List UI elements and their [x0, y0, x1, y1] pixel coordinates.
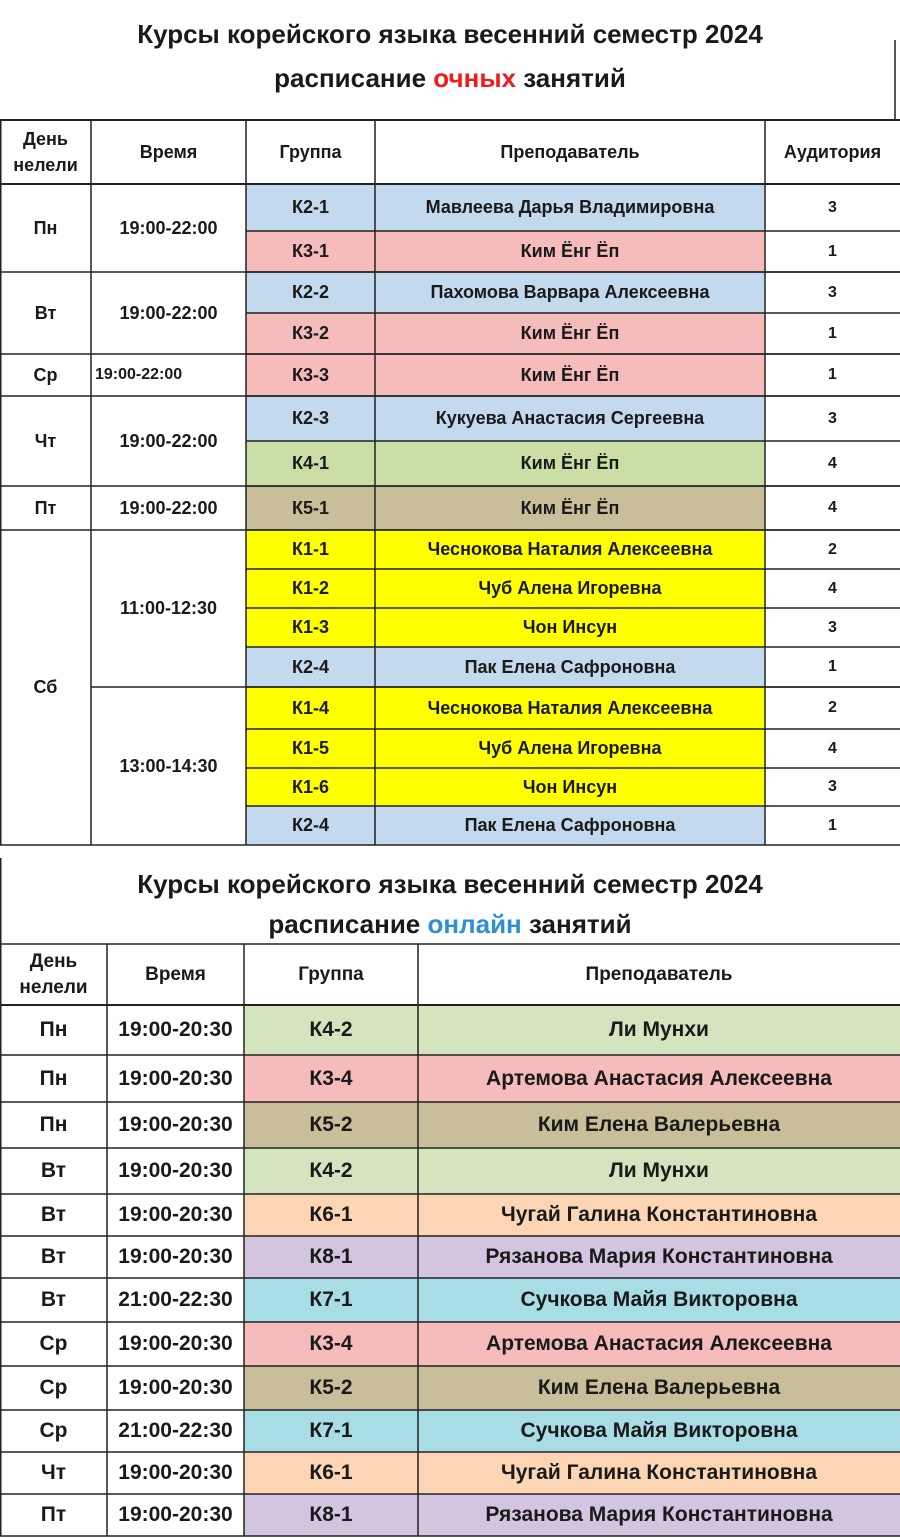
offline-room-cell: 1	[828, 324, 837, 342]
online-time-cell: 19:00-20:30	[118, 1113, 233, 1136]
offline-teacher-cell: Ким Ёнг Ёп	[375, 313, 765, 354]
offline-group-cell: К3-3	[246, 354, 375, 396]
online-teacher-cell: Артемова Анастасия Алексеевна	[418, 1055, 900, 1102]
offline-teacher-cell: Ким Ёнг Ёп	[375, 486, 765, 530]
online-group-cell: К6-1	[244, 1194, 418, 1236]
offline-subtitle-suffix: занятий	[515, 63, 626, 93]
offline-room-cell: 3	[828, 198, 837, 216]
offline-room-cell: 3	[828, 618, 837, 636]
offline-subtitle	[0, 58, 900, 98]
online-header-teacher: Преподаватель	[585, 963, 733, 985]
online-header-day-line1: День	[29, 950, 78, 972]
offline-subtitle-accent: очных	[433, 63, 516, 93]
offline-room-cell: 1	[828, 366, 837, 383]
online-group-cell: К4-2	[244, 1148, 418, 1194]
online-day-cell: Пн	[39, 1066, 68, 1090]
online-subtitle-accent: онлайн	[427, 909, 522, 939]
offline-teacher-cell: Чуб Алена Игоревна	[375, 729, 765, 768]
offline-time-sat-afternoon: 13:00-14:30	[119, 755, 218, 776]
offline-time-fri: 19:00-22:00	[119, 497, 218, 518]
online-day-cell: Пт	[40, 1503, 67, 1526]
offline-group-cell: К5-1	[246, 486, 375, 530]
offline-group-cell: К2-4	[246, 806, 375, 845]
offline-teacher-cell: Ким Ёнг Ёп	[375, 354, 765, 396]
offline-header-group: Группа	[279, 141, 342, 162]
offline-teacher-cell: Ким Ёнг Ёп	[375, 441, 765, 486]
online-title: Курсы корейского языка весенний семестр 2024	[137, 869, 763, 899]
online-time-cell: 21:00-22:30	[118, 1288, 233, 1311]
online-time-cell: 19:00-20:30	[118, 1376, 233, 1399]
online-day-cell: Ср	[39, 1419, 68, 1442]
offline-header-day-line1: День	[23, 129, 68, 149]
online-subtitle-suffix: занятий	[521, 909, 632, 939]
offline-header-room: Аудитория	[783, 141, 882, 162]
offline-group-cell: К1-1	[246, 530, 375, 569]
offline-group-cell: К2-3	[246, 396, 375, 441]
offline-time-thu: 19:00-22:00	[119, 430, 218, 451]
offline-teacher-cell: Чеснокова Наталия Алексеевна	[375, 687, 765, 729]
online-group-cell: К8-1	[244, 1236, 418, 1278]
offline-day-mon: Пн	[33, 217, 58, 238]
online-group-cell: К8-1	[244, 1494, 418, 1536]
online-day-cell: Вт	[40, 1159, 67, 1182]
online-group-cell: К4-2	[244, 1005, 418, 1055]
online-teacher-cell: Артемова Анастасия Алексеевна	[418, 1322, 900, 1366]
offline-group-cell: К3-1	[246, 231, 375, 272]
online-time-cell: 19:00-20:30	[118, 1461, 233, 1484]
offline-group-cell: К1-5	[246, 729, 375, 768]
offline-title: Курсы корейского языка весенний семестр 2024	[137, 19, 763, 49]
online-time-cell: 19:00-20:30	[118, 1332, 233, 1355]
offline-room-cell: 3	[828, 409, 837, 427]
online-day-cell: Ср	[39, 1332, 68, 1355]
online-group-cell: К3-4	[244, 1322, 418, 1366]
online-teacher-cell: Чугай Галина Константиновна	[418, 1194, 900, 1236]
online-teacher-cell: Ли Мунхи	[418, 1148, 900, 1194]
offline-teacher-cell: Ким Ёнг Ёп	[375, 231, 765, 272]
offline-group-cell: К2-2	[246, 272, 375, 313]
offline-group-cell: К2-1	[246, 184, 375, 231]
offline-teacher-cell: Чон Инсун	[375, 608, 765, 647]
offline-time-mon: 19:00-22:00	[119, 217, 218, 238]
online-time-cell: 21:00-22:30	[118, 1419, 233, 1442]
online-group-cell: К7-1	[244, 1410, 418, 1452]
online-teacher-cell: Ли Мунхи	[418, 1005, 900, 1055]
offline-teacher-cell: Пахомова Варвара Алексеевна	[375, 272, 765, 313]
online-time-cell: 19:00-20:30	[118, 1245, 233, 1268]
offline-group-cell: К2-4	[246, 647, 375, 687]
online-teacher-cell: Сучкова Майя Викторовна	[418, 1278, 900, 1322]
online-group-cell: К3-4	[244, 1055, 418, 1102]
offline-group-cell: К1-6	[246, 768, 375, 806]
online-day-cell: Вт	[40, 1203, 67, 1226]
online-day-cell: Пн	[39, 1018, 68, 1041]
offline-teacher-cell: Чон Инсун	[375, 768, 765, 806]
online-group-cell: К7-1	[244, 1278, 418, 1322]
offline-teacher-cell: Пак Елена Сафроновна	[375, 647, 765, 687]
offline-day-wed: Ср	[33, 364, 58, 385]
offline-header-day	[0, 120, 91, 184]
offline-header-time: Время	[139, 141, 198, 162]
online-header-time: Время	[145, 963, 206, 985]
offline-teacher-cell: Чеснокова Наталия Алексеевна	[375, 530, 765, 569]
online-day-cell: Ср	[39, 1376, 68, 1399]
offline-header-teacher: Преподаватель	[500, 141, 640, 162]
online-time-cell: 19:00-20:30	[118, 1503, 233, 1526]
offline-group-cell: К3-2	[246, 313, 375, 354]
online-subtitle	[0, 904, 900, 944]
online-teacher-cell: Чугай Галина Константиновна	[418, 1452, 900, 1494]
online-time-cell: 19:00-20:30	[118, 1018, 233, 1041]
offline-group-cell: К4-1	[246, 441, 375, 486]
offline-day-tue: Вт	[34, 302, 57, 323]
offline-room-cell: 3	[828, 283, 837, 301]
offline-group-cell: К1-4	[246, 687, 375, 729]
offline-day-fri: Пт	[34, 497, 57, 518]
offline-day-sat: Сб	[33, 677, 58, 697]
online-day-cell: Вт	[40, 1245, 67, 1268]
offline-subtitle-prefix: расписание	[274, 63, 434, 93]
offline-room-cell: 3	[828, 778, 837, 795]
online-day-cell: Вт	[40, 1288, 67, 1311]
online-teacher-cell: Ким Елена Валерьевна	[418, 1102, 900, 1148]
online-group-cell: К6-1	[244, 1452, 418, 1494]
online-header-day-line2: нелели	[19, 976, 88, 998]
offline-header-day-line2: нелели	[13, 155, 78, 175]
offline-group-cell: К1-3	[246, 608, 375, 647]
online-day-cell: Чт	[40, 1461, 67, 1484]
offline-room-cell: 1	[828, 242, 837, 260]
online-header-group: Группа	[298, 963, 364, 985]
online-time-cell: 19:00-20:30	[118, 1066, 233, 1090]
online-teacher-cell: Рязанова Мария Константиновна	[418, 1494, 900, 1536]
offline-group-cell: К1-2	[246, 569, 375, 608]
online-group-cell: К5-2	[244, 1102, 418, 1148]
online-teacher-cell: Рязанова Мария Константиновна	[418, 1236, 900, 1278]
offline-room-cell: 1	[828, 658, 837, 675]
offline-room-cell: 4	[828, 499, 837, 516]
online-header-day	[0, 944, 107, 1005]
online-time-cell: 19:00-20:30	[118, 1203, 233, 1226]
offline-teacher-cell: Чуб Алена Игоревна	[375, 569, 765, 608]
offline-room-cell: 4	[828, 579, 837, 597]
offline-room-cell: 2	[828, 699, 837, 716]
offline-room-cell: 4	[828, 739, 837, 757]
offline-room-cell: 2	[828, 540, 837, 558]
online-day-cell: Пн	[39, 1113, 68, 1136]
offline-teacher-cell: Мавлеева Дарья Владимировна	[375, 184, 765, 231]
offline-time-tue: 19:00-22:00	[119, 302, 218, 323]
online-teacher-cell: Сучкова Майя Викторовна	[418, 1410, 900, 1452]
offline-day-thu: Чт	[34, 430, 57, 451]
online-group-cell: К5-2	[244, 1366, 418, 1410]
offline-teacher-cell: Пак Елена Сафроновна	[375, 806, 765, 845]
offline-room-cell: 4	[828, 454, 837, 472]
online-time-cell: 19:00-20:30	[118, 1159, 233, 1182]
offline-room-cell: 1	[828, 816, 837, 834]
offline-time-wed: 19:00-22:00	[95, 366, 183, 383]
online-teacher-cell: Ким Елена Валерьевна	[418, 1366, 900, 1410]
online-subtitle-prefix: расписание	[268, 909, 428, 939]
offline-teacher-cell: Кукуева Анастасия Сергеевна	[375, 396, 765, 441]
offline-time-sat-morning: 11:00-12:30	[119, 598, 218, 618]
